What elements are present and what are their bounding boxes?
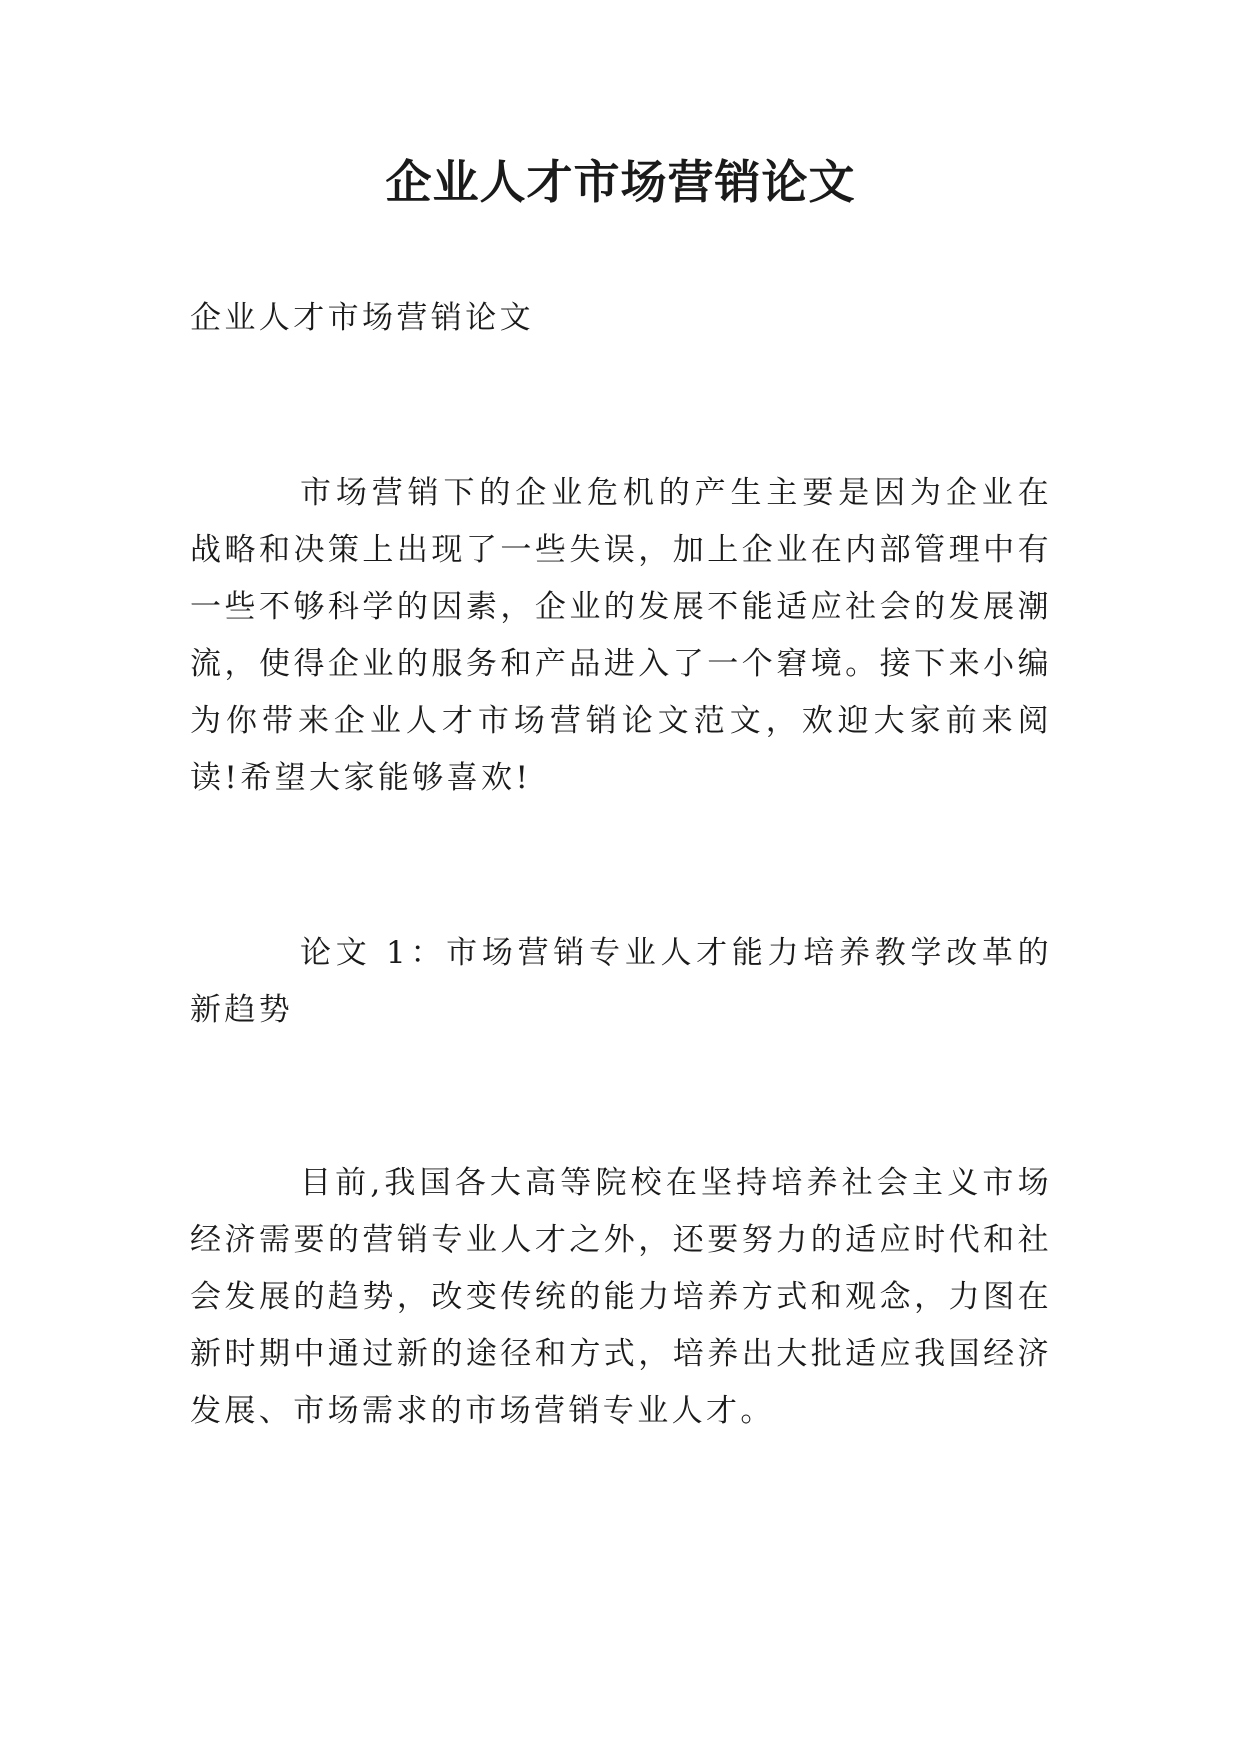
intro-paragraph: 市场营销下的企业危机的产生主要是因为企业在战略和决策上出现了一些失误，加上企业在内部管理中有一些不够科学的因素，企业的发展不能适应社会的发展潮流，使得企业的服务和产品进入了一个窘境。接下来小编为你带来企业人才市场营销论文范文，欢迎大家前来阅读!希望大家能够喜欢! bbox=[190, 475, 1052, 796]
body-paragraph: 目前,我国各大高等院校在坚持培养社会主义市场经济需要的营销专业人才之外，还要努力的适应时代和社会发展的趋势，改变传统的能力培养方式和观念，力图在新时期中通过新的途径和方式，培养出大批适应我国经济发展、市场需求的市场营销专业人才。 bbox=[190, 1165, 1052, 1429]
document-subtitle: 企业人才市场营销论文 bbox=[190, 300, 534, 336]
section-heading: 论文 1：市场营销专业人才能力培养教学改革的新趋势 bbox=[190, 935, 1052, 1028]
document-title: 企业人才市场营销论文 bbox=[385, 155, 856, 209]
